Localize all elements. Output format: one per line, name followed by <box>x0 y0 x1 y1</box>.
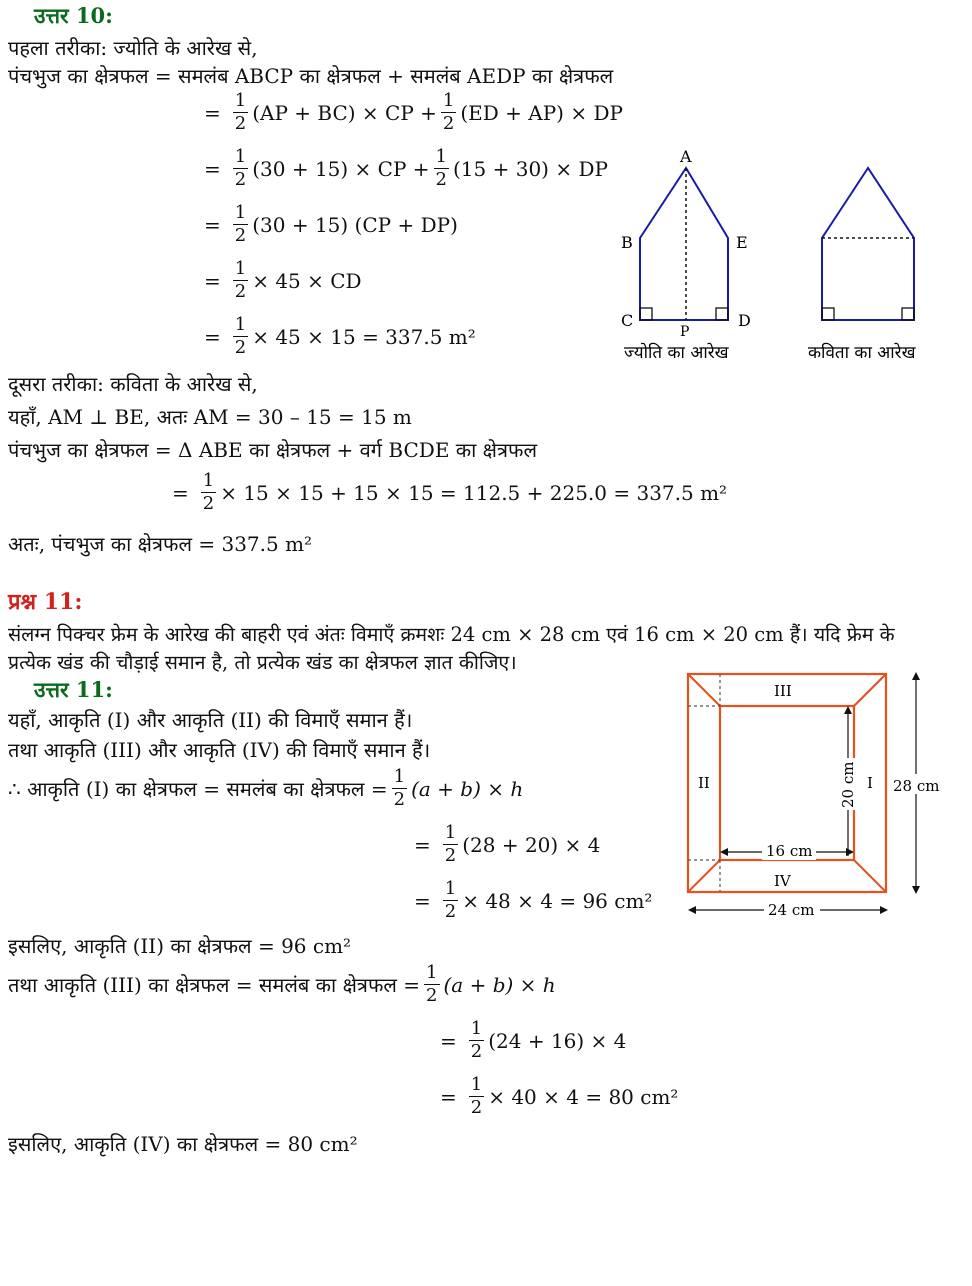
label-p: P <box>680 324 690 340</box>
answer-11-line-5 <box>8 964 556 1005</box>
fraction: $\frac{1}{2}$ <box>202 470 215 514</box>
step-5: = $\frac{1}{2}$ × 45 × 15 = 337.5 m² <box>204 314 476 358</box>
answer-11-step-3-text: (24 + 16) × 4 <box>488 1028 627 1053</box>
inner-frame <box>720 706 854 860</box>
question-11-heading: प्रश्न 11: <box>8 589 83 615</box>
label-d: D <box>738 311 751 330</box>
answer-11-step-1-text: (28 + 20) × 4 <box>462 832 601 857</box>
answer-11-step-2-text: × 48 × 4 = 96 cm² <box>462 888 653 913</box>
label-a: A <box>680 147 692 166</box>
corner-bl <box>688 860 720 892</box>
answer-11-line-3-text: ∴ आकृति (I) का क्षेत्रफल = समलंब का क्षेत्रफल = <box>8 777 388 801</box>
step-1-a: (AP + BC) × CP + <box>252 100 437 125</box>
fraction: $\frac{1}{2}$ <box>470 1074 483 1118</box>
label-24cm: 24 cm <box>768 901 815 919</box>
answer-11-step-4: = $\frac{1}{2}$ × 40 × 4 = 80 cm² <box>440 1074 679 1118</box>
fraction: $\frac{1}{2}$ <box>442 90 455 134</box>
corner-tr <box>854 674 886 706</box>
fraction: $\frac{1}{2}$ <box>444 822 457 866</box>
answer-11-line-5-text: तथा आकृति (III) का क्षेत्रफल = समलंब का क्षेत्रफल = <box>8 973 421 997</box>
right-angle-right <box>902 308 914 320</box>
jyoti-caption: ज्योति का आरेख <box>624 343 729 363</box>
calc-2: = $\frac{1}{2}$ × 15 × 15 + 15 × 15 = 112.5 + 225.0 = 337.5 m² <box>172 470 728 514</box>
corner-br <box>854 860 886 892</box>
answer-11-step-2: = $\frac{1}{2}$ × 48 × 4 = 96 cm² <box>414 878 653 922</box>
step-2-a: (30 + 15) × CP + <box>252 156 430 181</box>
trapezium-formula: (a + b) × h <box>443 972 556 997</box>
label-16cm: 16 cm <box>766 842 813 860</box>
answer-11-line-4: इसलिए, आकृति (II) का क्षेत्रफल = 96 cm² <box>8 934 352 958</box>
label-b: B <box>621 233 633 252</box>
step-3: = $\frac{1}{2}$ (30 + 15) (CP + DP) <box>204 202 458 246</box>
label-e: E <box>736 233 748 252</box>
label-iii: III <box>774 682 792 700</box>
step-5-a: × 45 × 15 = 337.5 m² <box>252 324 476 349</box>
step-2: = $\frac{1}{2}$ (30 + 15) × CP + $\frac{1}{2}$ (15 + 30) × DP <box>204 146 608 190</box>
am-line: यहाँ, AM ⊥ BE, अतः AM = 30 – 15 = 15 m <box>8 405 412 429</box>
right-angle-left <box>822 308 834 320</box>
step-3-a: (30 + 15) (CP + DP) <box>252 212 458 237</box>
step-4-a: × 45 × CD <box>252 268 362 293</box>
label-ii: II <box>698 774 710 792</box>
question-11-text-1: संलग्न पिक्चर फ्रेम के आरेख की बाहरी एवं अंतः विमाएँ क्रमशः 24 cm × 28 cm एवं 16 cm × 20 cm हैं। यदि फ्रेम के <box>8 623 895 646</box>
answer-11-line-2: तथा आकृति (III) और आकृति (IV) की विमाएँ समान हैं। <box>8 738 431 762</box>
fraction: $\frac{1}{2}$ <box>435 146 447 190</box>
pentagon-outline <box>822 168 914 320</box>
answer-11-heading: उत्तर 11: <box>34 677 113 702</box>
fraction: $\frac{1}{2}$ <box>470 1018 483 1062</box>
label-20cm: 20 cm <box>839 761 857 808</box>
step-4: = $\frac{1}{2}$ × 45 × CD <box>204 258 362 302</box>
pentagon-area-formula: पंचभुज का क्षेत्रफल = समलंब ABCP का क्षेत्रफल + समलंब AEDP का क्षेत्रफल <box>8 64 614 88</box>
step-1: = $\frac{1}{2}$ (AP + BC) × CP + $\frac{1}{2}$ (ED + AP) × DP <box>204 90 623 134</box>
kavita-caption: कविता का आरेख <box>808 343 916 363</box>
answer-10-heading: उत्तर 10: <box>34 3 113 28</box>
fraction: $\frac{1}{2}$ <box>234 90 247 134</box>
answer-11-step-3: = $\frac{1}{2}$ (24 + 16) × 4 <box>440 1018 627 1062</box>
kavita-figure <box>800 150 950 368</box>
step-1-b: (ED + AP) × DP <box>460 100 623 125</box>
label-28cm: 28 cm <box>893 777 940 795</box>
answer-11-line-3 <box>8 768 523 809</box>
question-11-text-2: प्रत्येक खंड की चौड़ाई समान है, तो प्रत्येक खंड का क्षेत्रफल ज्ञात कीजिए। <box>8 651 517 674</box>
answer-11-step-4-text: × 40 × 4 = 80 cm² <box>488 1084 679 1109</box>
step-2-b: (15 + 30) × DP <box>453 156 608 181</box>
corner-tl <box>688 674 720 706</box>
fraction: $\frac{1}{2}$ <box>234 258 247 302</box>
right-angle-d <box>716 308 728 320</box>
label-i: I <box>867 774 873 792</box>
fraction: $\frac{1}{2}$ <box>426 962 438 1006</box>
method-2-label: दूसरा तरीका: कविता के आरेख से, <box>8 372 258 396</box>
fraction: $\frac{1}{2}$ <box>234 314 247 358</box>
fraction: $\frac{1}{2}$ <box>444 878 457 922</box>
method-1-label: पहला तरीका: ज्योति के आरेख से, <box>8 36 258 60</box>
fraction: $\frac{1}{2}$ <box>393 766 406 810</box>
calc-2-text: × 15 × 15 + 15 × 15 = 112.5 + 225.0 = 337.5 m² <box>220 480 728 505</box>
fraction: $\frac{1}{2}$ <box>234 202 247 246</box>
fraction: $\frac{1}{2}$ <box>234 146 247 190</box>
right-angle-c <box>640 308 652 320</box>
label-iv: IV <box>774 872 791 890</box>
pentagon-outline <box>640 168 728 320</box>
answer-11-line-1: यहाँ, आकृति (I) और आकृति (II) की विमाएँ समान हैं। <box>8 708 413 732</box>
trapezium-formula: (a + b) × h <box>411 776 524 801</box>
answer-11-line-6: इसलिए, आकृति (IV) का क्षेत्रफल = 80 cm² <box>8 1132 358 1156</box>
jyoti-figure <box>612 146 762 368</box>
picture-frame-figure <box>680 666 950 922</box>
pentagon-area-formula-2: पंचभुज का क्षेत्रफल = Δ ABE का क्षेत्रफल + वर्ग BCDE का क्षेत्रफल <box>8 438 538 462</box>
label-c: C <box>621 311 634 330</box>
answer-11-step-1: = $\frac{1}{2}$ (28 + 20) × 4 <box>414 822 601 866</box>
answer-10-result: अतः, पंचभुज का क्षेत्रफल = 337.5 m² <box>8 532 313 556</box>
